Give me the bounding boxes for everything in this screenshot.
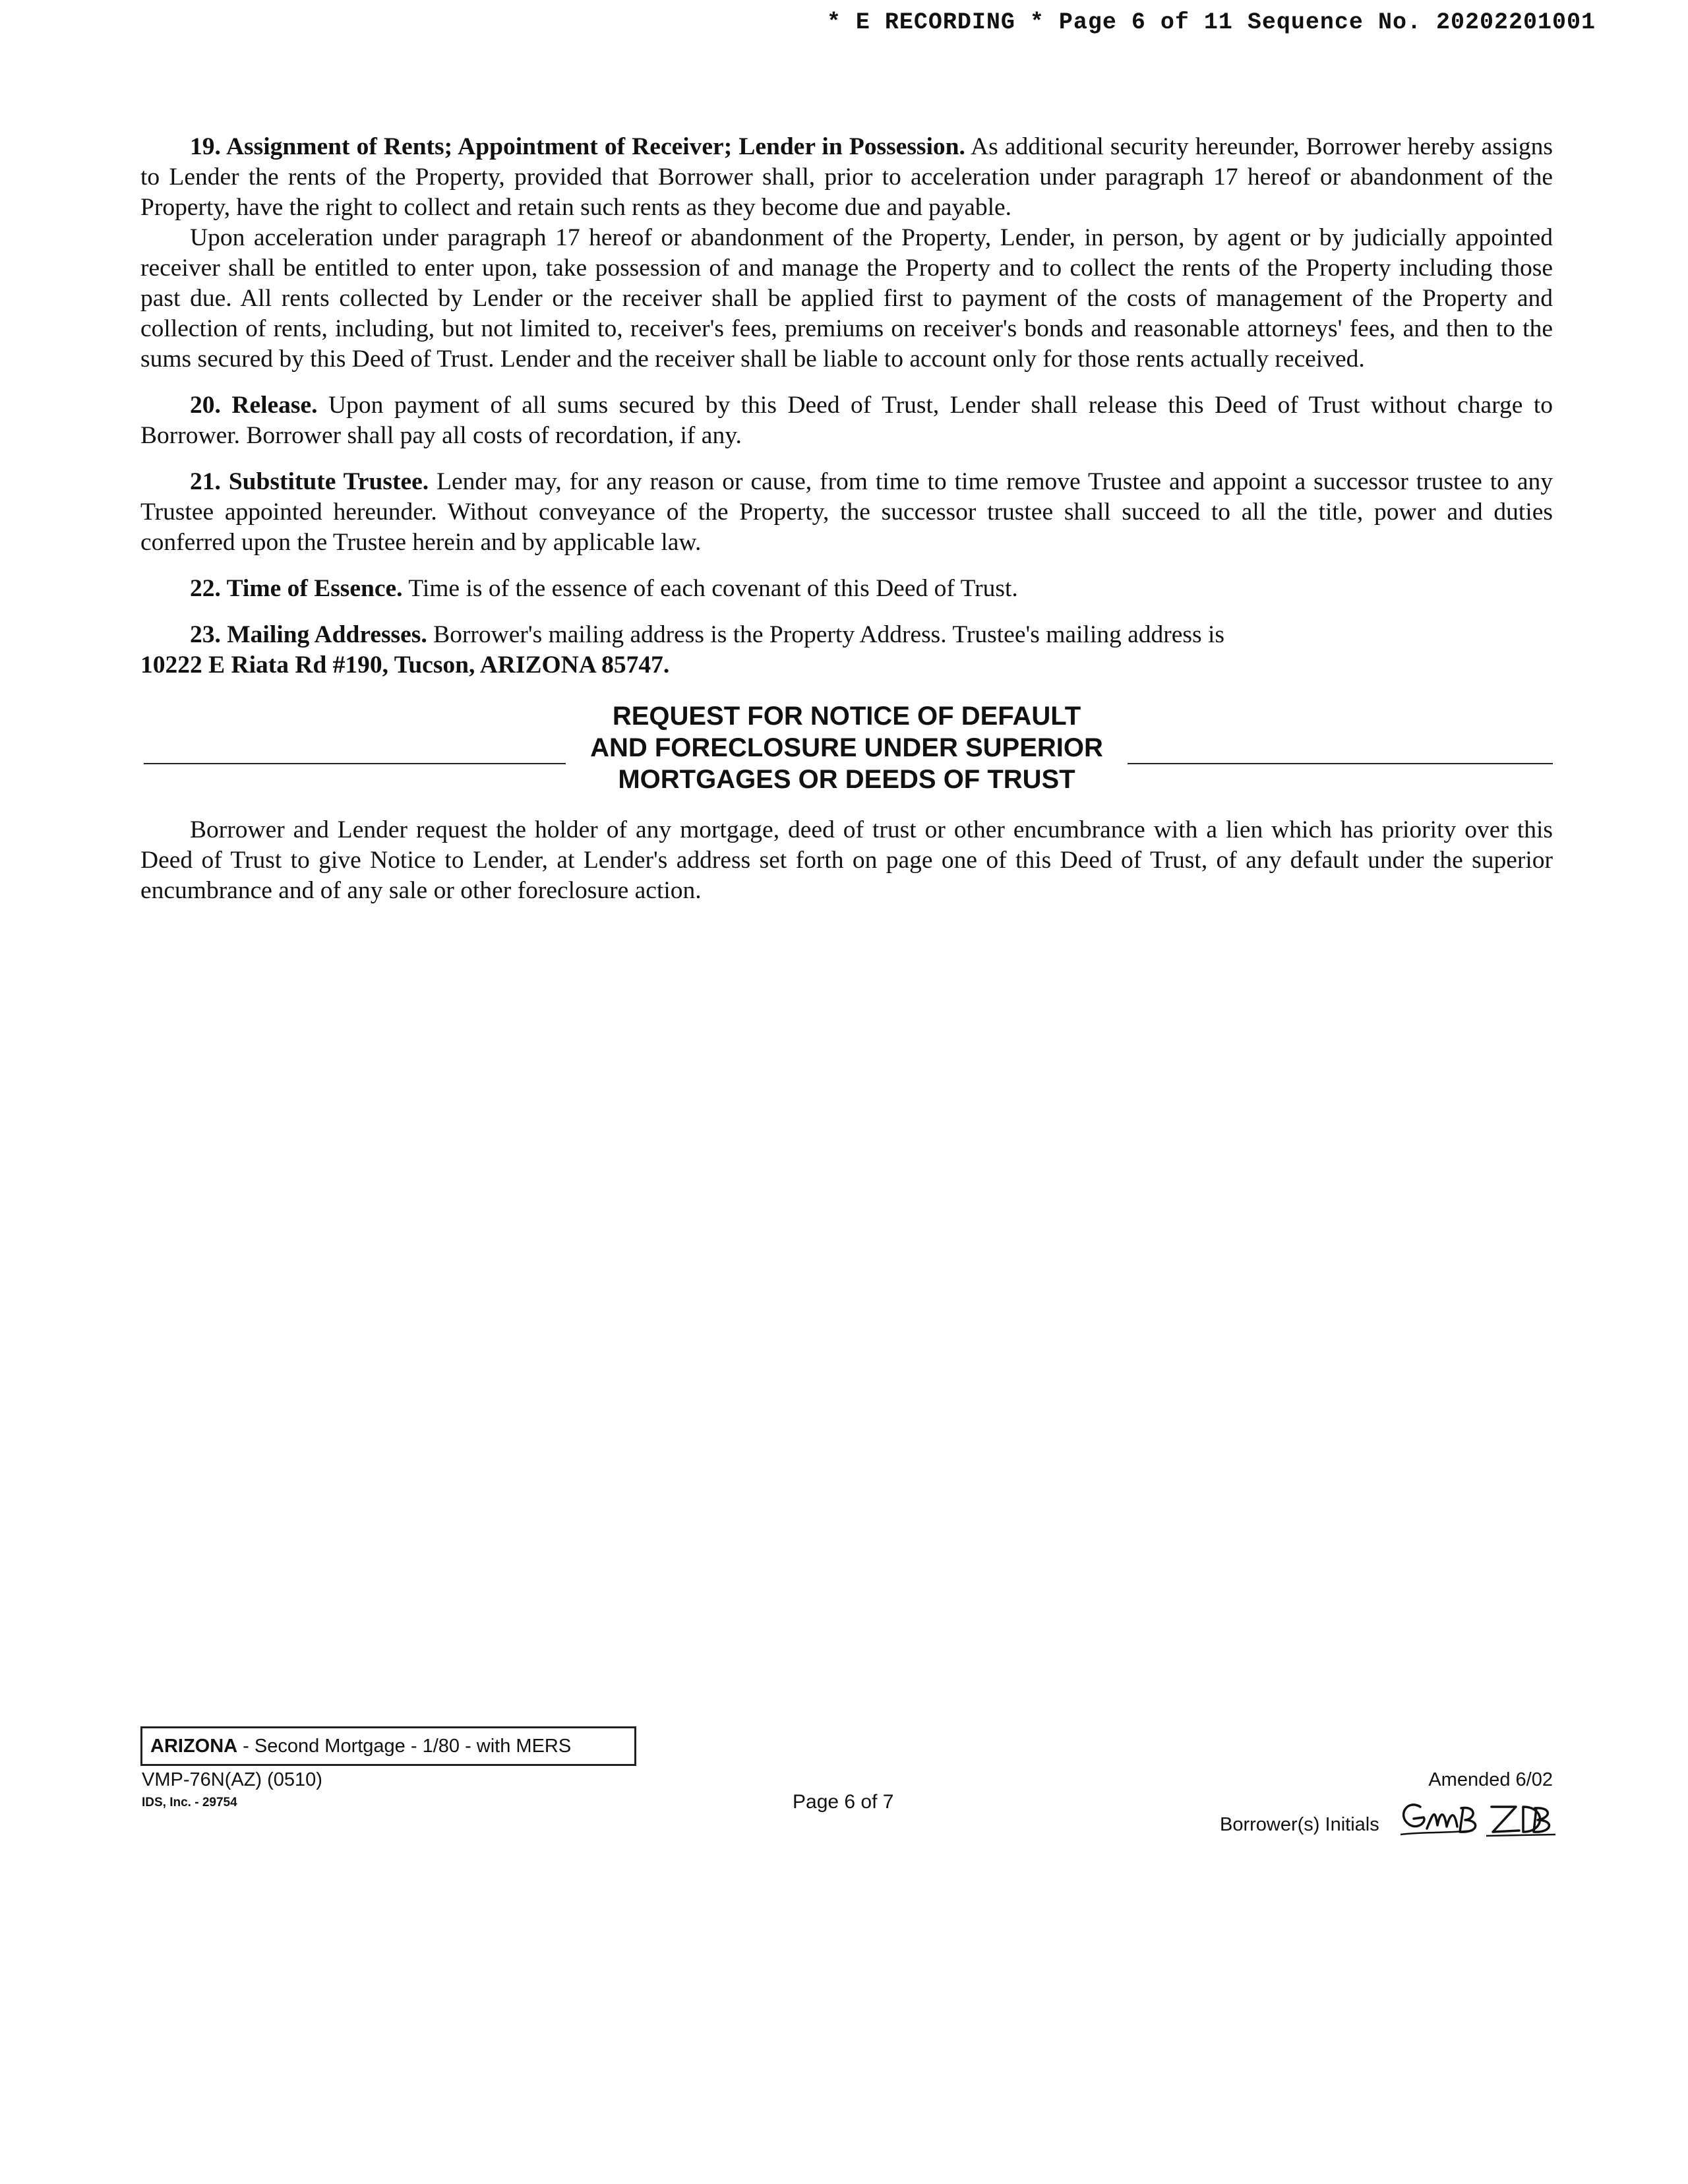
section-19-heading: 19. Assignment of Rents; Appointment of Receiver; Lender in Possession. xyxy=(190,133,965,160)
section-21-heading: 21. Substitute Trustee. xyxy=(190,468,429,495)
borrower-initials-signature xyxy=(1394,1792,1559,1845)
section-21-text: Lender may, for any reason or cause, from time to time remove Trustee and appoint a successor trustee to any Trustee appointed hereunder. Without conveyance of the Property, the successor trustee shall succeed to all the title, power and duties conferred upon the Trustee herein and by applicable law. xyxy=(140,468,1553,556)
section-19-paragraph-2: Upon acceleration under paragraph 17 hereof or abandonment of the Property, Lender, in person, by agent or by judicially appointed receiver shall be entitled to enter upon, take possession of and manage the Property and to collect the rents of the Property including those past due. All rents collected by Lender or the receiver shall be applied first to payment of the costs of management of the Property and collection of rents, including, but not limited to, receiver's fees, premiums on receiver's bonds and reasonable attorneys' fees, and then to the sums secured by this Deed of Trust. Lender and the receiver shall be liable to account only for those rents actually received. xyxy=(140,224,1553,373)
trustee-address: 10222 E Riata Rd #190, Tucson, ARIZONA 85747. xyxy=(140,652,670,679)
request-heading-lines xyxy=(140,700,1553,795)
borrower-initials-label: Borrower(s) Initials xyxy=(1220,1814,1379,1835)
recording-header: * E RECORDING * Page 6 of 11 Sequence No. 20202201001 xyxy=(826,9,1596,36)
request-heading-line-2: AND FORECLOSURE UNDER SUPERIOR xyxy=(590,733,1103,762)
section-20-paragraph xyxy=(140,390,1553,451)
section-23-text: Borrower's mailing address is the Property Address. Trustee's mailing address is xyxy=(427,621,1224,648)
form-id: VMP-76N(AZ) (0510) xyxy=(142,1769,322,1790)
section-19-text-1: As additional security hereunder, Borrower hereby assigns to Lender the rents of the Property, provided that Borrower shall, prior to acceleration under paragraph 17 hereof or abandonment of the Property, have the right to collect and retain such rents as they become due and payable. xyxy=(140,133,1553,221)
form-title: - Second Mortgage - 1/80 - with MERS xyxy=(237,1736,572,1757)
section-22-heading: 22. Time of Essence. xyxy=(190,575,403,602)
form-state: ARIZONA xyxy=(150,1736,238,1757)
section-22-text: Time is of the essence of each covenant of this Deed of Trust. xyxy=(402,575,1018,602)
request-heading-line-1: REQUEST FOR NOTICE OF DEFAULT xyxy=(612,702,1081,731)
section-20-text: Upon payment of all sums secured by this Deed of Trust, Lender shall release this Deed of Trust without charge to Borrower. Borrower shall pay all costs of recordation, if any. xyxy=(140,392,1553,449)
section-23-paragraph xyxy=(140,620,1553,650)
request-heading-line-3: MORTGAGES OR DEEDS OF TRUST xyxy=(618,765,1075,794)
ids-code: IDS, Inc. - 29754 xyxy=(142,1796,237,1809)
amended-date: Amended 6/02 xyxy=(1428,1769,1553,1790)
request-for-notice-heading xyxy=(140,700,1553,799)
page-number: Page 6 of 7 xyxy=(793,1791,894,1813)
document-body xyxy=(140,132,1553,906)
section-21-paragraph xyxy=(140,467,1553,558)
section-22-paragraph xyxy=(140,574,1553,604)
request-paragraph: Borrower and Lender request the holder of any mortgage, deed of trust or other encumbrance with a lien which has priority over this Deed of Trust to give Notice to Lender, at Lender's address set forth on page one of this Deed of Trust, of any default under the superior encumbrance and of any sale or other foreclosure action. xyxy=(140,816,1553,904)
section-19-paragraph-1 xyxy=(140,132,1553,223)
section-20-heading: 20. Release. xyxy=(190,392,318,419)
form-title-box xyxy=(140,1726,636,1766)
section-23-heading: 23. Mailing Addresses. xyxy=(190,621,427,648)
